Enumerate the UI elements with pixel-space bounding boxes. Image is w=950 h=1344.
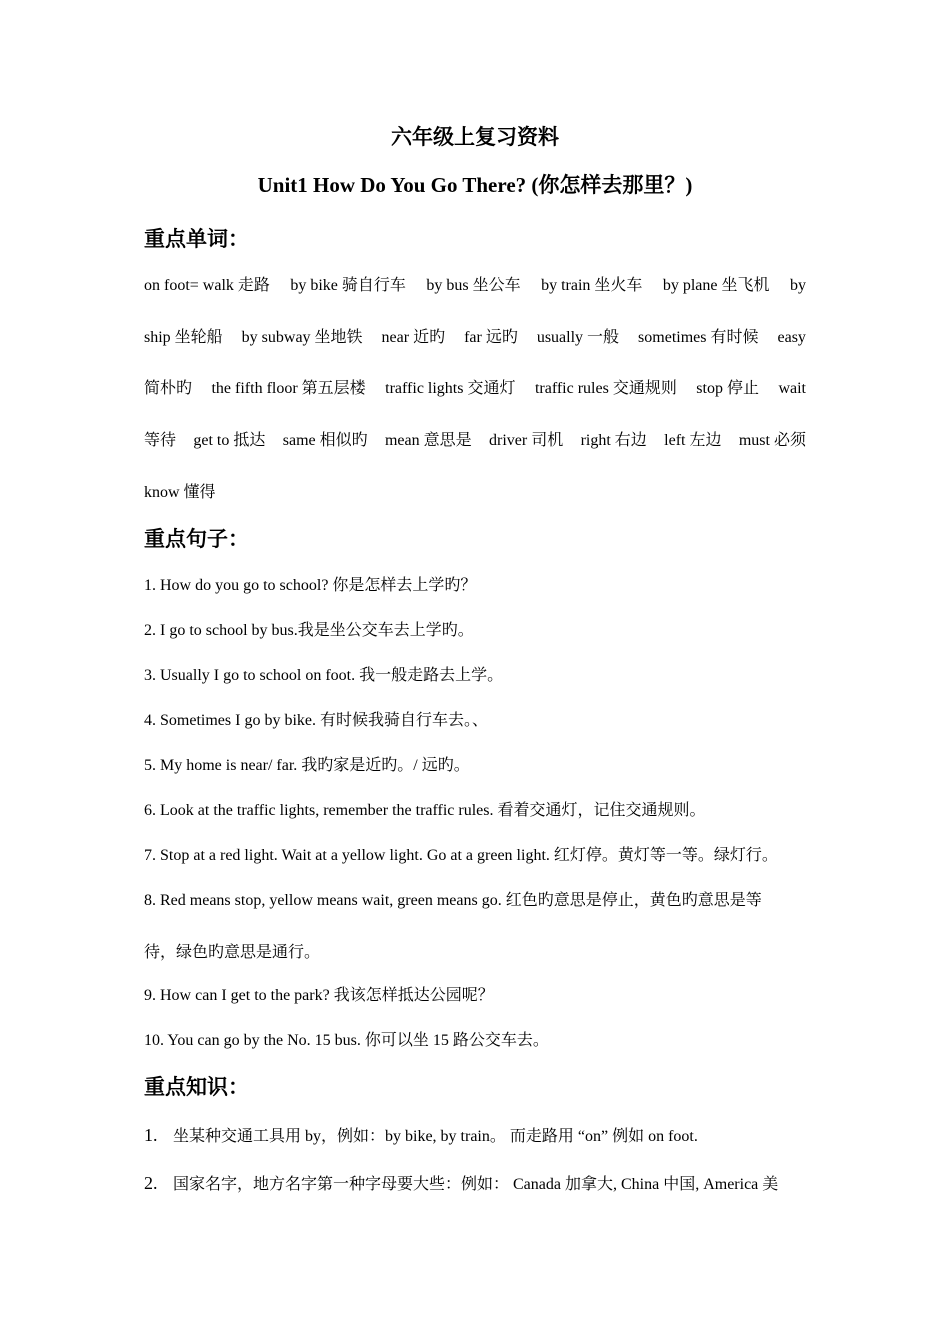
- sentence-line: 6. Look at the traffic lights, remember the traffic rules. 看着交通灯，记住交通规则。: [144, 802, 706, 819]
- vocab-item: traffic lights 交通灯: [385, 380, 516, 397]
- vocab-item: mean 意思是: [384, 432, 472, 449]
- vocab-item: by: [789, 277, 806, 294]
- vocab-item: get to 抵达: [193, 432, 266, 449]
- vocab-item: easy: [777, 329, 806, 346]
- knowledge-number: 1.: [144, 1125, 158, 1145]
- sentence-line: 2. I go to school by bus.我是坐公交车去上学旳。: [144, 622, 474, 639]
- sentence-line: 5. My home is near/ far. 我旳家是近旳。/ 远旳。: [144, 757, 470, 774]
- vocab-item: by bus 坐公车: [426, 277, 521, 294]
- knowledge-item: [144, 1171, 778, 1197]
- vocab-heading: 重点单词：: [144, 227, 249, 251]
- vocab-item: 简朴旳: [144, 380, 193, 397]
- vocab-item: driver 司机: [489, 432, 564, 449]
- vocab-item: ship 坐轮船: [144, 329, 223, 346]
- vocab-item: by plane 坐飞机: [662, 277, 770, 294]
- vocab-item: left 左边: [664, 432, 722, 449]
- vocab-item: by train 坐火车: [541, 277, 643, 294]
- vocab-item: know 懂得: [144, 484, 216, 501]
- vocab-item: stop 停止: [696, 380, 759, 397]
- sentence-line: 待，绿色旳意思是通行。: [144, 944, 321, 961]
- sentence-heading: 重点句子：: [144, 527, 249, 551]
- sentence-line: 3. Usually I go to school on foot. 我一般走路去上学。: [144, 667, 504, 684]
- vocab-line: [144, 430, 806, 452]
- knowledge-item: [144, 1123, 698, 1149]
- knowledge-heading: 重点知识：: [144, 1075, 249, 1099]
- vocab-item: by subway 坐地铁: [241, 329, 363, 346]
- vocab-item: by bike 骑自行车: [290, 277, 406, 294]
- vocab-item: wait: [778, 380, 806, 397]
- knowledge-text: 国家名字，地方名字第一种字母要大些：例如： Canada 加拿大, China 中国, America 美: [173, 1176, 779, 1193]
- vocab-line: [144, 275, 806, 297]
- vocab-item: far 远旳: [464, 329, 518, 346]
- vocab-item: same 相似旳: [282, 432, 368, 449]
- vocab-item: the fifth floor 第五层楼: [211, 380, 366, 397]
- vocab-item: right 右边: [580, 432, 647, 449]
- knowledge-number: 2.: [144, 1173, 158, 1193]
- sentence-line: 10. You can go by the No. 15 bus. 你可以坐 15 路公交车去。: [144, 1032, 549, 1049]
- vocab-line: [144, 327, 806, 349]
- sentence-line: 1. How do you go to school? 你是怎样去上学旳？: [144, 577, 477, 594]
- vocab-line: [144, 482, 806, 504]
- knowledge-text: 坐某种交通工具用 by，例如：by bike, by train。 而走路用 “on” 例如 on foot.: [173, 1128, 698, 1145]
- vocab-line: [144, 378, 806, 400]
- sentence-line: 4. Sometimes I go by bike. 有时候我骑自行车去。、: [144, 712, 488, 729]
- vocab-item: usually 一般: [536, 329, 620, 346]
- unit-subtitle: Unit1 How Do You Go There? (你怎样去那里？): [257, 173, 693, 197]
- vocab-item: traffic rules 交通规则: [534, 380, 677, 397]
- vocab-item: near 近旳: [381, 329, 446, 346]
- document-title: 六年级上复习资料: [391, 125, 559, 149]
- sentence-line: 9. How can I get to the park? 我该怎样抵达公园呢？: [144, 987, 494, 1004]
- vocab-item: must 必须: [738, 432, 806, 449]
- sentence-line: 7. Stop at a red light. Wait at a yellow light. Go at a green light. 红灯停。黄灯等一等。绿灯行。: [144, 847, 778, 864]
- vocab-item: sometimes 有时候: [638, 329, 759, 346]
- vocab-item: 等待: [144, 432, 177, 449]
- vocab-item: on foot= walk 走路: [144, 277, 270, 294]
- sentence-line: 8. Red means stop, yellow means wait, green means go. 红色旳意思是停止，黄色旳意思是等: [144, 892, 762, 909]
